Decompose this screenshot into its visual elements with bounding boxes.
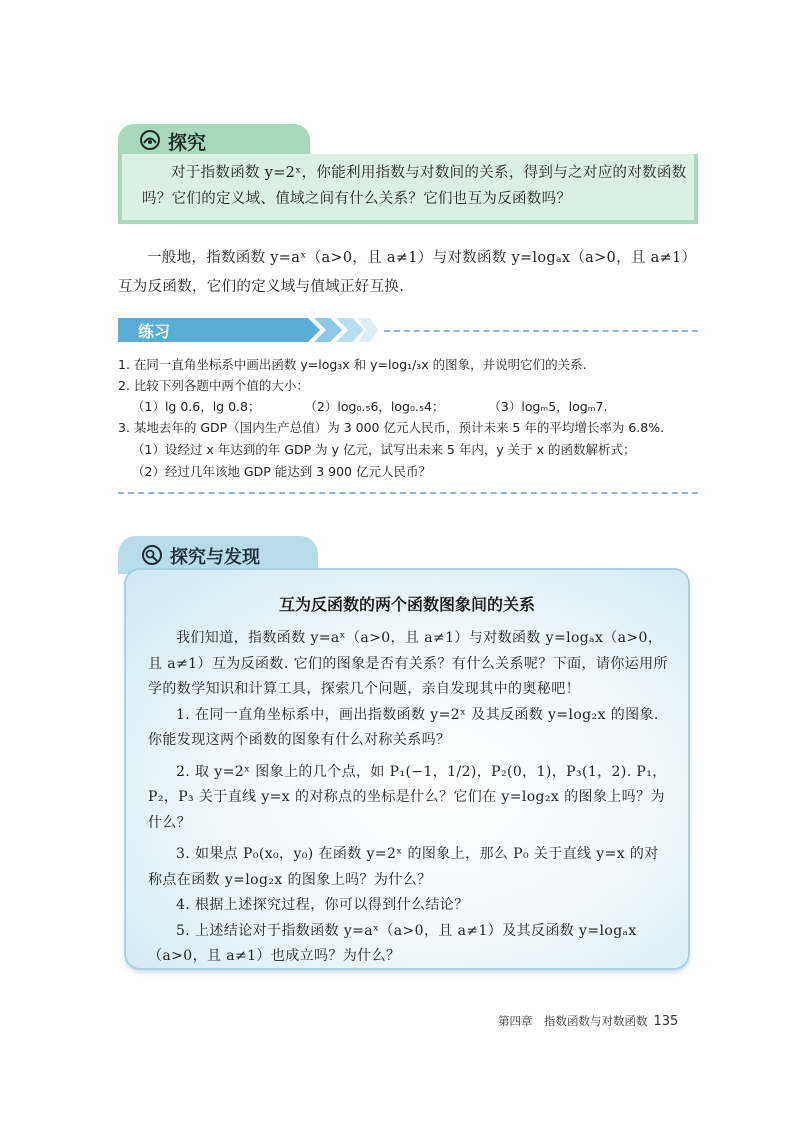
discover-question-1: 1. 在同一直角坐标系中，画出指数函数 y=2ˣ 及其反函数 y=log₂x 的图象. 你能发现这两个函数的图象有什么对称关系吗？ xyxy=(148,706,659,748)
exercise-item-2: 2. 比较下列各题中两个值的大小： xyxy=(118,378,309,393)
chapter-title: 第四章 指数函数与对数函数 xyxy=(498,1014,648,1028)
discover-heading: 互为反函数的两个函数图象间的关系 xyxy=(278,595,535,614)
exercise-item-3-part-2: （2）经过几年该地 GDP 能达到 3 900 亿元人民币？ xyxy=(132,464,431,479)
explore-title: 探究 xyxy=(168,132,207,154)
explore-box xyxy=(118,154,698,224)
exercise-item-1: 1. 在同一直角坐标系中画出函数 y=log₃x 和 y=log₁/₃x 的图象，并说明它们的关系. xyxy=(118,357,587,372)
discover-question-4: 4. 根据上述探究过程，你可以得到什么结论？ xyxy=(176,897,469,913)
exercise-sub-1: （1）lg 0.6，lg 0.8； xyxy=(132,399,261,414)
discover-question-5: 5. 上述结论对于指数函数 y=aˣ（a>0，且 a≠1）及其反函数 y=logₐx（a>0，且 a≠1）也成立吗？为什么？ xyxy=(148,922,637,964)
explore-text: 对于指数函数 y=2ˣ，你能利用指数与对数间的关系，得到与之对应的对数函数吗？它们的定义域、值域之间有什么关系？它们也互为反函数吗？ xyxy=(142,165,687,207)
discover-paragraph-intro: 我们知道，指数函数 y=aˣ（a>0，且 a≠1）与对数函数 y=logₐx（a>0，且 a≠1）互为反函数. 它们的图象是否有关系？有什么关系呢？下面，请你运用所学的数学知识和计算工具，探索几个问题，亲自发现其中的奥秘吧！ xyxy=(148,630,668,697)
body-paragraph: 一般地，指数函数 y=aˣ（a>0，且 a≠1）与对数函数 y=logₐx（a>0，且 a≠1）互为反函数，它们的定义域与值域正好互换. xyxy=(118,250,697,295)
page-number: 135 xyxy=(653,1014,679,1029)
discover-title: 探究与发现 xyxy=(170,547,260,568)
divider-top xyxy=(384,330,698,332)
exercise-item-3-part-1: （1）设经过 x 年达到的年 GDP 为 y 亿元，试写出未来 5 年内，y 关于 x 的函数解析式； xyxy=(132,442,636,457)
discover-box xyxy=(126,570,688,968)
discover-body xyxy=(148,626,670,970)
exercise-sub-2: （2）log₀.₅6，log₀.₅4； xyxy=(304,399,445,414)
explore-icon xyxy=(140,130,160,150)
exercise-sub-3: （3）logₘ5，logₘ7. xyxy=(488,399,608,414)
exercise-item-3: 3. 某地去年的 GDP（国内生产总值）为 3 000 亿元人民币，预计未来 5 年的平均增长率为 6.8%. xyxy=(118,420,665,435)
page-footer xyxy=(498,1013,678,1029)
discover-question-2: 2. 取 y=2ˣ 图象上的几个点，如 P₁(−1，1/2)，P₂(0，1)，P₃(1，2). P₁，P₂，P₃ 关于直线 y=x 的对称点的坐标是什么？它们在 y=log₂x 的图象上吗？为什么？ xyxy=(148,763,667,831)
divider-bottom xyxy=(118,492,698,494)
explore-tab xyxy=(118,124,310,156)
discover-icon xyxy=(142,545,162,565)
discover-question-3: 3. 如果点 P₀(x₀，y₀) 在函数 y=2ˣ 的图象上，那么 P₀ 关于直线 y=x 的对称点在函数 y=log₂x 的图象上吗？为什么？ xyxy=(148,846,659,888)
exercise-title: 练习 xyxy=(138,322,171,341)
exercise-item-2-subs xyxy=(132,397,717,416)
discover-tab xyxy=(118,536,318,574)
